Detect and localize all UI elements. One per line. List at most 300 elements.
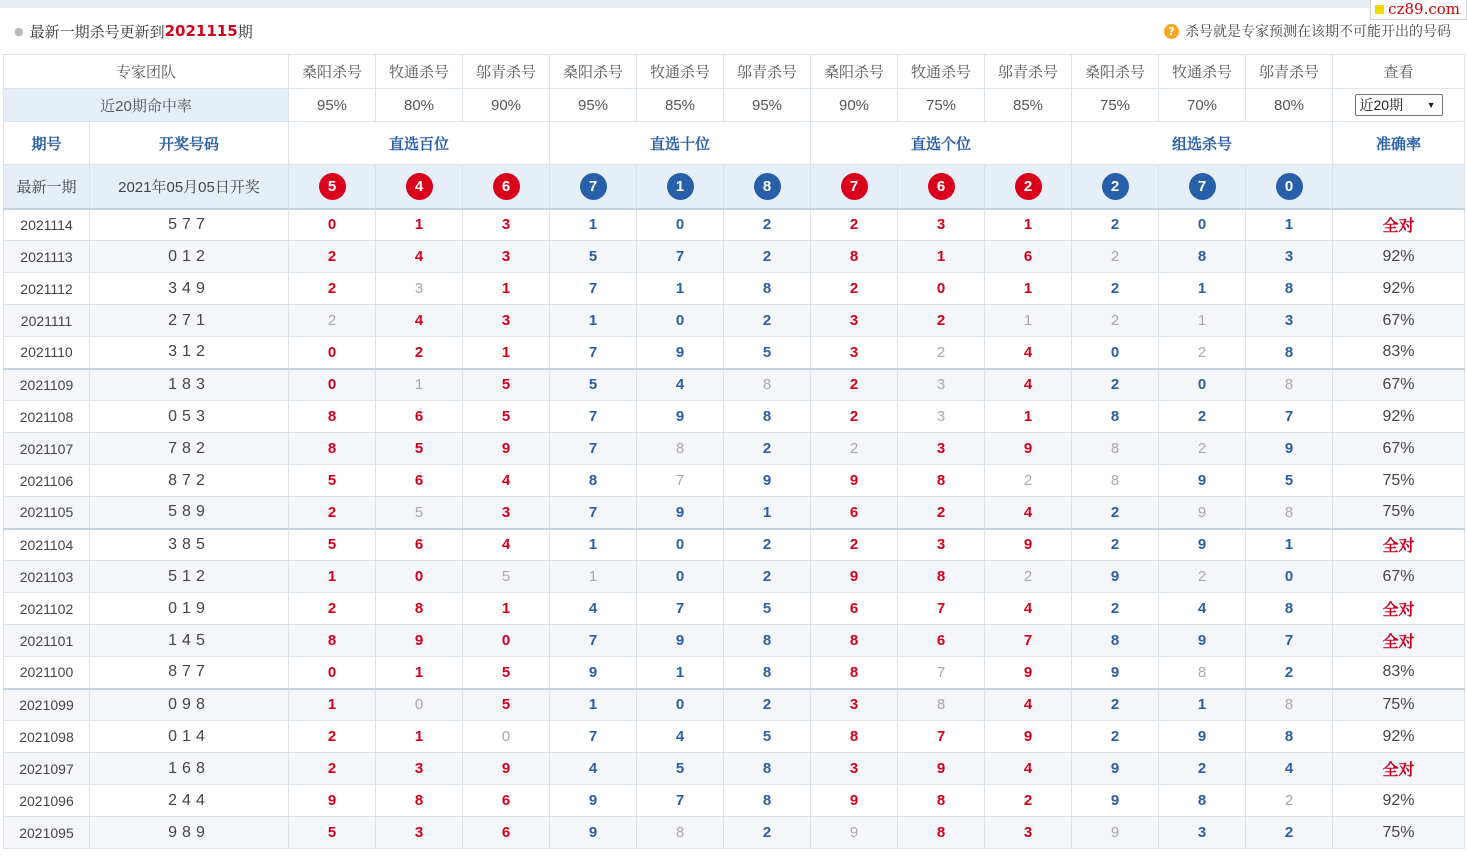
group-header-combo: 组选杀号: [1072, 122, 1333, 165]
kill-number-cell: 5: [289, 465, 376, 497]
accuracy-cell: 67%: [1333, 305, 1465, 337]
kill-number-cell: 3: [376, 273, 463, 305]
kill-number-cell: 8: [724, 785, 811, 817]
period-cell: 2021107: [4, 433, 90, 465]
kill-number-cell: 9: [289, 785, 376, 817]
kill-number-cell: 9: [637, 401, 724, 433]
latest-ball-cell: [1072, 165, 1159, 209]
update-notice: [14, 21, 253, 42]
draw-number-cell: 349: [90, 273, 289, 305]
kill-number-cell: 2: [1159, 561, 1246, 593]
latest-ball-cell: [1246, 165, 1333, 209]
latest-ball: 8: [754, 173, 781, 200]
expert-name: 牧通杀号: [898, 55, 985, 89]
draw-number-cell: 312: [90, 337, 289, 369]
expert-team-label: 专家团队: [4, 55, 289, 89]
kill-number-cell: 5: [550, 241, 637, 273]
kill-number-cell: 8: [898, 785, 985, 817]
kill-number-cell: 0: [637, 529, 724, 561]
kill-number-cell: 3: [1159, 817, 1246, 849]
draw-number-cell: 183: [90, 369, 289, 401]
kill-number-cell: 9: [637, 337, 724, 369]
period-range-select[interactable]: [1355, 94, 1443, 116]
group-header-hundreds: 直选百位: [289, 122, 550, 165]
table-row: [4, 305, 1465, 337]
draw-number-cell: 577: [90, 209, 289, 241]
kill-number-cell: 0: [637, 561, 724, 593]
kill-number-cell: 5: [463, 689, 550, 721]
kill-number-cell: 8: [724, 657, 811, 689]
kill-number-cell: 5: [463, 657, 550, 689]
kill-number-cell: 7: [637, 465, 724, 497]
kill-number-cell: 0: [289, 209, 376, 241]
kill-number-cell: 1: [550, 305, 637, 337]
hit-rate: 85%: [985, 89, 1072, 122]
kill-number-cell: 9: [637, 497, 724, 529]
kill-number-cell: 1: [985, 305, 1072, 337]
kill-number-cell: 2: [289, 593, 376, 625]
kill-number-cell: 1: [463, 593, 550, 625]
expert-name: 邬青杀号: [985, 55, 1072, 89]
bullet-icon: ●: [14, 24, 24, 38]
latest-ball: 7: [841, 173, 868, 200]
kill-number-cell: 2: [724, 433, 811, 465]
kill-number-cell: 2: [985, 785, 1072, 817]
kill-number-cell: 5: [376, 433, 463, 465]
kill-number-cell: 0: [289, 369, 376, 401]
draw-number-cell: 877: [90, 657, 289, 689]
kill-number-cell: 7: [550, 273, 637, 305]
kill-number-cell: 2: [1072, 209, 1159, 241]
kill-number-cell: 2: [898, 337, 985, 369]
kill-number-cell: 8: [1159, 657, 1246, 689]
kill-number-cell: 9: [1246, 433, 1333, 465]
kill-number-cell: 3: [811, 337, 898, 369]
table-row: [4, 337, 1465, 369]
expert-name: 牧通杀号: [1159, 55, 1246, 89]
kill-number-cell: 1: [289, 561, 376, 593]
accuracy-cell: 92%: [1333, 241, 1465, 273]
kill-number-cell: 8: [637, 433, 724, 465]
accuracy-cell: 83%: [1333, 337, 1465, 369]
kill-number-cell: 8: [1246, 369, 1333, 401]
kill-number-cell: 5: [463, 401, 550, 433]
kill-number-cell: 9: [550, 657, 637, 689]
period-cell: 2021096: [4, 785, 90, 817]
kill-number-cell: 1: [1159, 273, 1246, 305]
kill-number-cell: 4: [637, 721, 724, 753]
kill-number-cell: 4: [1159, 593, 1246, 625]
kill-number-cell: 9: [1072, 561, 1159, 593]
kill-number-cell: 8: [898, 689, 985, 721]
expert-name: 桑阳杀号: [811, 55, 898, 89]
draw-header: 开奖号码: [90, 122, 289, 165]
accuracy-cell: 全对: [1333, 753, 1465, 785]
kill-number-cell: 8: [1246, 337, 1333, 369]
kill-number-cell: 9: [985, 433, 1072, 465]
kill-number-cell: 4: [985, 497, 1072, 529]
kill-number-cell: 1: [289, 689, 376, 721]
kill-number-cell: 1: [550, 529, 637, 561]
latest-ball: 2: [1015, 173, 1042, 200]
kill-number-cell: 2: [811, 433, 898, 465]
kill-number-cell: 2: [1072, 593, 1159, 625]
kill-number-cell: 2: [898, 497, 985, 529]
table-row: [4, 657, 1465, 689]
kill-number-cell: 8: [1072, 465, 1159, 497]
latest-ball: 4: [406, 173, 433, 200]
accuracy-cell: 67%: [1333, 369, 1465, 401]
period-range-cell: [1333, 89, 1465, 122]
kill-number-cell: 2: [985, 465, 1072, 497]
kill-number-cell: 1: [463, 337, 550, 369]
kill-number-cell: 1: [985, 273, 1072, 305]
kill-number-cell: 8: [1246, 273, 1333, 305]
kill-number-cell: 8: [1246, 497, 1333, 529]
kill-number-cell: 2: [1159, 433, 1246, 465]
draw-number-cell: 589: [90, 497, 289, 529]
period-cell: 2021102: [4, 593, 90, 625]
kill-number-cell: 2: [724, 305, 811, 337]
latest-ball-cell: [289, 165, 376, 209]
period-cell: 2021097: [4, 753, 90, 785]
accuracy-cell: 全对: [1333, 625, 1465, 657]
kill-number-cell: 3: [463, 497, 550, 529]
hit-rate: 90%: [811, 89, 898, 122]
period-cell: 2021109: [4, 369, 90, 401]
kill-number-cell: 9: [724, 465, 811, 497]
period-cell: 2021098: [4, 721, 90, 753]
kill-number-cell: 6: [463, 817, 550, 849]
kill-number-cell: 7: [550, 337, 637, 369]
kill-number-cell: 8: [724, 625, 811, 657]
kill-number-cell: 1: [463, 273, 550, 305]
kill-number-cell: 7: [550, 721, 637, 753]
kill-number-cell: 3: [1246, 241, 1333, 273]
draw-number-cell: 168: [90, 753, 289, 785]
kill-number-cell: 9: [376, 625, 463, 657]
draw-number-cell: 019: [90, 593, 289, 625]
kill-number-cell: 8: [376, 785, 463, 817]
kill-number-cell: 2: [724, 561, 811, 593]
accuracy-cell: 67%: [1333, 561, 1465, 593]
kill-number-cell: 3: [376, 753, 463, 785]
kill-number-cell: 9: [985, 721, 1072, 753]
kill-number-cell: 7: [985, 625, 1072, 657]
accuracy-cell: 92%: [1333, 721, 1465, 753]
kill-number-cell: 8: [1072, 625, 1159, 657]
kill-number-cell: 3: [811, 753, 898, 785]
hit-rate: 80%: [376, 89, 463, 122]
kill-number-cell: 8: [724, 369, 811, 401]
expert-name: 邬青杀号: [724, 55, 811, 89]
accuracy-cell: 全对: [1333, 209, 1465, 241]
kill-number-cell: 8: [1246, 689, 1333, 721]
period-cell: 2021114: [4, 209, 90, 241]
latest-ball: 2: [1102, 173, 1129, 200]
table-row: [4, 753, 1465, 785]
kill-number-cell: 1: [637, 657, 724, 689]
kill-number-cell: 3: [376, 817, 463, 849]
kill-number-cell: 2: [1072, 689, 1159, 721]
latest-ball: 6: [493, 173, 520, 200]
kill-number-cell: 3: [811, 305, 898, 337]
kill-number-cell: 6: [985, 241, 1072, 273]
kill-number-cell: 9: [550, 817, 637, 849]
kill-number-cell: 7: [637, 593, 724, 625]
kill-number-cell: 7: [1246, 401, 1333, 433]
kill-number-cell: 0: [463, 625, 550, 657]
kill-number-cell: 2: [985, 561, 1072, 593]
latest-ball-cell: [637, 165, 724, 209]
kill-number-cell: 3: [898, 369, 985, 401]
kill-number-cell: 2: [289, 753, 376, 785]
hit-rate: 75%: [1072, 89, 1159, 122]
draw-number-cell: 385: [90, 529, 289, 561]
kill-number-cell: 2: [1072, 529, 1159, 561]
hit-rate: 80%: [1246, 89, 1333, 122]
column-header-row: [4, 122, 1465, 165]
kill-number-cell: 9: [1159, 497, 1246, 529]
kill-number-cell: 9: [463, 753, 550, 785]
kill-number-cell: 8: [811, 625, 898, 657]
expert-name: 邬青杀号: [1246, 55, 1333, 89]
kill-number-cell: 3: [463, 209, 550, 241]
draw-number-cell: 014: [90, 721, 289, 753]
kill-number-cell: 0: [289, 657, 376, 689]
accuracy-cell: 全对: [1333, 529, 1465, 561]
latest-row: [4, 165, 1465, 209]
kill-number-cell: 9: [811, 561, 898, 593]
kill-number-cell: 2: [1072, 241, 1159, 273]
kill-number-cell: 1: [376, 209, 463, 241]
kill-number-cell: 2: [289, 241, 376, 273]
period-header: 期号: [4, 122, 90, 165]
table-row: [4, 209, 1465, 241]
kill-number-cell: 8: [1159, 785, 1246, 817]
kill-number-cell: 2: [1072, 305, 1159, 337]
kill-number-cell: 9: [1159, 529, 1246, 561]
kill-number-cell: 4: [985, 369, 1072, 401]
expert-name: 桑阳杀号: [289, 55, 376, 89]
kill-number-cell: 0: [1246, 561, 1333, 593]
kill-number-cell: 2: [811, 529, 898, 561]
latest-ball-cell: [898, 165, 985, 209]
kill-number-cell: 5: [724, 721, 811, 753]
page-header: [4, 8, 1463, 54]
period-cell: 2021103: [4, 561, 90, 593]
kill-number-cell: 9: [1159, 721, 1246, 753]
kill-number-cell: 1: [376, 657, 463, 689]
kill-number-cell: 2: [811, 369, 898, 401]
kill-number-cell: 6: [376, 465, 463, 497]
kill-number-cell: 4: [463, 465, 550, 497]
latest-date: 2021年05月05日开奖: [90, 165, 289, 209]
period-cell: 2021110: [4, 337, 90, 369]
latest-ball: 0: [1276, 173, 1303, 200]
kill-number-cell: 5: [289, 529, 376, 561]
period-cell: 2021108: [4, 401, 90, 433]
period-cell: 2021106: [4, 465, 90, 497]
accuracy-cell: 92%: [1333, 785, 1465, 817]
group-header-units: 直选个位: [811, 122, 1072, 165]
period-cell: 2021113: [4, 241, 90, 273]
kill-number-cell: 8: [637, 817, 724, 849]
expert-name: 牧通杀号: [376, 55, 463, 89]
kill-number-cell: 5: [376, 497, 463, 529]
kill-number-cell: 2: [1246, 817, 1333, 849]
kill-number-cell: 8: [376, 593, 463, 625]
table-row: [4, 369, 1465, 401]
kill-number-cell: 0: [637, 209, 724, 241]
expert-team-row: [4, 55, 1465, 89]
kill-number-cell: 2: [1159, 337, 1246, 369]
kill-number-cell: 4: [1246, 753, 1333, 785]
kill-number-cell: 2: [1159, 753, 1246, 785]
kill-number-cell: 4: [985, 337, 1072, 369]
kill-number-cell: 7: [637, 785, 724, 817]
table-row: [4, 625, 1465, 657]
kill-number-cell: 1: [1159, 689, 1246, 721]
hit-rate: 90%: [463, 89, 550, 122]
kill-number-cell: 7: [898, 593, 985, 625]
question-icon[interactable]: ?: [1164, 24, 1179, 39]
table-row: [4, 273, 1465, 305]
kill-number-cell: 3: [463, 305, 550, 337]
kill-number-cell: 8: [1159, 241, 1246, 273]
accuracy-cell: 83%: [1333, 657, 1465, 689]
kill-number-cell: 1: [550, 209, 637, 241]
period-cell: 2021112: [4, 273, 90, 305]
kill-number-cell: 2: [1072, 369, 1159, 401]
latest-ball-cell: [811, 165, 898, 209]
kill-number-cell: 9: [1072, 785, 1159, 817]
kill-number-cell: 1: [550, 561, 637, 593]
kill-number-cell: 1: [1246, 209, 1333, 241]
kill-number-cell: 5: [463, 369, 550, 401]
kill-number-cell: 4: [463, 529, 550, 561]
kill-number-cell: 2: [1072, 721, 1159, 753]
kill-number-cell: 5: [637, 753, 724, 785]
accuracy-cell: 全对: [1333, 593, 1465, 625]
accuracy-cell: 75%: [1333, 465, 1465, 497]
latest-ball: 7: [580, 173, 607, 200]
kill-number-cell: 8: [898, 465, 985, 497]
latest-ball-cell: [1159, 165, 1246, 209]
help-tip: [1164, 21, 1451, 41]
latest-label: 最新一期: [4, 165, 90, 209]
hit-rate: 70%: [1159, 89, 1246, 122]
hit-rate-row: [4, 89, 1465, 122]
group-header-tens: 直选十位: [550, 122, 811, 165]
table-row: [4, 497, 1465, 529]
expert-name: 邬青杀号: [463, 55, 550, 89]
draw-number-cell: 244: [90, 785, 289, 817]
hit-rate: 95%: [724, 89, 811, 122]
draw-number-cell: 872: [90, 465, 289, 497]
draw-number-cell: 989: [90, 817, 289, 849]
draw-number-cell: 512: [90, 561, 289, 593]
draw-number-cell: 053: [90, 401, 289, 433]
kill-number-cell: 2: [724, 529, 811, 561]
kill-number-cell: 8: [289, 401, 376, 433]
kill-number-cell: 7: [550, 625, 637, 657]
kill-number-cell: 8: [898, 817, 985, 849]
expert-name: 桑阳杀号: [550, 55, 637, 89]
kill-number-cell: 2: [724, 241, 811, 273]
table-row: [4, 241, 1465, 273]
kill-number-cell: 6: [811, 497, 898, 529]
kill-number-cell: 5: [463, 561, 550, 593]
kill-number-cell: 2: [724, 689, 811, 721]
kill-number-cell: 9: [811, 465, 898, 497]
table-row: [4, 465, 1465, 497]
expert-name: 桑阳杀号: [1072, 55, 1159, 89]
top-strip: [0, 0, 1467, 8]
kill-number-cell: 7: [550, 401, 637, 433]
kill-number-cell: 7: [550, 433, 637, 465]
accuracy-cell: 75%: [1333, 689, 1465, 721]
kill-number-cell: 9: [1159, 625, 1246, 657]
kill-number-cell: 0: [1159, 369, 1246, 401]
table-row: [4, 593, 1465, 625]
kill-number-cell: 5: [1246, 465, 1333, 497]
kill-number-cell: 1: [985, 401, 1072, 433]
period-cell: 2021105: [4, 497, 90, 529]
kill-number-cell: 9: [898, 753, 985, 785]
kill-number-cell: 1: [1159, 305, 1246, 337]
table-row: [4, 689, 1465, 721]
kill-number-cell: 8: [724, 753, 811, 785]
kill-number-cell: 9: [1072, 657, 1159, 689]
help-tip-text: 杀号就是专家预测在该期不可能开出的号码: [1185, 24, 1451, 40]
kill-number-cell: 9: [985, 529, 1072, 561]
accuracy-cell: 75%: [1333, 497, 1465, 529]
kill-number-cell: 9: [1072, 753, 1159, 785]
draw-number-cell: 271: [90, 305, 289, 337]
dropdown-arrow-icon: ▼: [1426, 100, 1436, 110]
kill-number-cell: 2: [811, 209, 898, 241]
kill-number-cell: 8: [724, 273, 811, 305]
kill-number-cell: 8: [289, 433, 376, 465]
table-row: [4, 785, 1465, 817]
latest-ball: 5: [319, 173, 346, 200]
kill-number-cell: 8: [1246, 721, 1333, 753]
kill-number-cell: 5: [724, 593, 811, 625]
accuracy-cell: 67%: [1333, 433, 1465, 465]
table-row: [4, 401, 1465, 433]
kill-number-cell: 3: [811, 689, 898, 721]
kill-number-cell: 2: [289, 721, 376, 753]
latest-ball-cell: [463, 165, 550, 209]
kill-number-cell: 5: [550, 369, 637, 401]
accuracy-cell: 75%: [1333, 817, 1465, 849]
hit-rate: 85%: [637, 89, 724, 122]
kill-number-cell: 8: [811, 657, 898, 689]
kill-number-cell: 8: [1072, 433, 1159, 465]
kill-number-cell: 3: [463, 241, 550, 273]
kill-number-cell: 9: [463, 433, 550, 465]
latest-ball-cell: [985, 165, 1072, 209]
update-suffix: 期: [237, 22, 253, 41]
kill-number-cell: 0: [898, 273, 985, 305]
kill-number-cell: 2: [289, 305, 376, 337]
kill-number-cell: 6: [811, 593, 898, 625]
kill-number-cell: 4: [550, 593, 637, 625]
kill-number-cell: 6: [376, 529, 463, 561]
kill-number-cell: 7: [637, 241, 724, 273]
latest-ball-cell: [376, 165, 463, 209]
